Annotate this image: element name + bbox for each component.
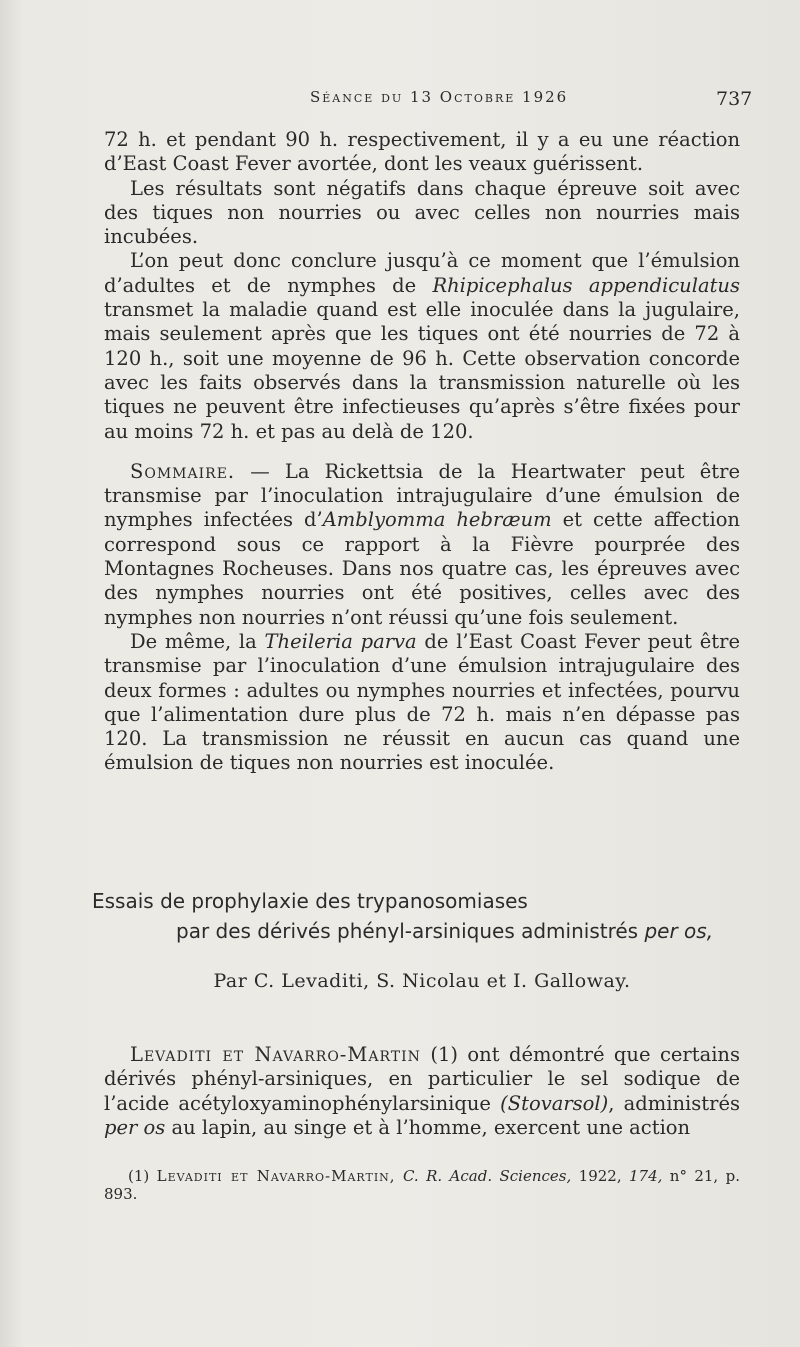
page-number: 737 — [716, 88, 753, 110]
article-title-line1: Essais de prophylaxie des trypanosomiases — [92, 889, 528, 913]
summary-label: Sommaire. — [130, 459, 236, 483]
article-title — [92, 886, 752, 946]
page-header — [0, 88, 800, 118]
article-authors: Par C. Levaditi, S. Nicolau et I. Galloway. — [213, 970, 631, 992]
body-per-os: per os — [104, 1115, 166, 1139]
paragraph-results: Les résultats sont négatifs dans chaque épreuve soit avec des tiques non nourries ou avec celles non nourries mais incubées. — [104, 176, 740, 249]
footnote-text — [104, 1167, 740, 1203]
summary-text-a: — La Rickettsia de la Heartwater peut être transmise par l’inoculation intrajugulaire d’une émulsion de nymphes infectées d’ — [104, 459, 740, 532]
footnote-authors: Levaditi et Navarro-Martin, — [156, 1167, 396, 1185]
footnote-year: 1922, — [571, 1167, 622, 1185]
theileria-species: Theileria parva — [264, 629, 417, 653]
paragraph-theileria — [104, 630, 740, 776]
conclusion-text-b: transmet la maladie quand est elle inoculée dans la jugulaire, mais seulement après que les tiques ont été nourries de 72 à 120 h., soit une moyenne de 96 h. Cette observation concorde avec les faits observés dans la transmission naturelle où les tiques ne peuvent être infectieuses qu’après s’être fixées pour au moins 72 h. et pas au delà de 120. — [104, 298, 740, 443]
footnote-journal: C. R. Acad. Sciences, — [395, 1167, 572, 1185]
body-drug-name: (Stovarsol) — [500, 1091, 609, 1115]
paragraph-continuation: 72 h. et pendant 90 h. respectivement, il y a eu une réaction d’East Coast Fever avortée, dont les veaux guérissent. — [104, 128, 740, 176]
species-name: Rhipicephalus appendiculatus — [432, 273, 740, 297]
footnote-volume: 174, — [621, 1167, 663, 1185]
theileria-text-a: De même, la — [130, 629, 265, 653]
paragraph-summary — [104, 460, 740, 630]
body-author-names: Levaditi et Navarro-Martin — [130, 1043, 421, 1066]
footnote-marker: (1) — [128, 1167, 157, 1185]
body-text-a: (1) ont démontré que certains dérivés phényl-arsiniques, en particulier le sel sodique de l’acide acétyloxyaminophénylarsinique — [104, 1043, 740, 1115]
previous-article-text — [104, 128, 740, 776]
summary-text-b: et cette affection correspond sous ce rapport à la Fièvre pourprée des Montagnes Rocheuses. Dans nos quatre cas, les épreuves avec des nymphes nourries ont été positives, celles avec des nymphes non nourries n’ont réussi qu’une fois seulement. — [104, 508, 740, 629]
footnote-issue: n° 21, p. 893. — [104, 1167, 740, 1203]
article-title-per-os: per os, — [644, 919, 714, 943]
body-text-c: au lapin, au singe et à l’homme, exercent une action — [165, 1115, 691, 1139]
body-text-b: , administrés — [608, 1091, 740, 1115]
article-title-line2-text: par des dérivés phényl-arsiniques administrés — [176, 919, 645, 943]
theileria-text-b: de l’East Coast Fever peut être transmise par l’inoculation d’une émulsion intrajugulaire des deux formes : adultes ou nymphes nourries et infectées, pourvu que l’alimentation dure plus de 72 h. mais n’en dépasse pas 120. La transmission ne réussit en aucun cas quand une émulsion de tiques non nourries est inoculée. — [104, 629, 740, 775]
article-body — [104, 1043, 740, 1140]
footnote — [104, 1167, 740, 1203]
conclusion-text-a: L’on peut donc conclure jusqu’à ce moment que l’émulsion d’adultes et de nymphes de — [104, 249, 740, 297]
article-title-line2 — [92, 916, 752, 946]
paragraph-conclusion — [104, 249, 740, 443]
summary-species: Amblyomma hebræum — [322, 508, 552, 532]
running-title: Séance du 13 Octobre 1926 — [310, 88, 569, 106]
article-header — [92, 886, 752, 992]
article-paragraph — [104, 1043, 740, 1140]
